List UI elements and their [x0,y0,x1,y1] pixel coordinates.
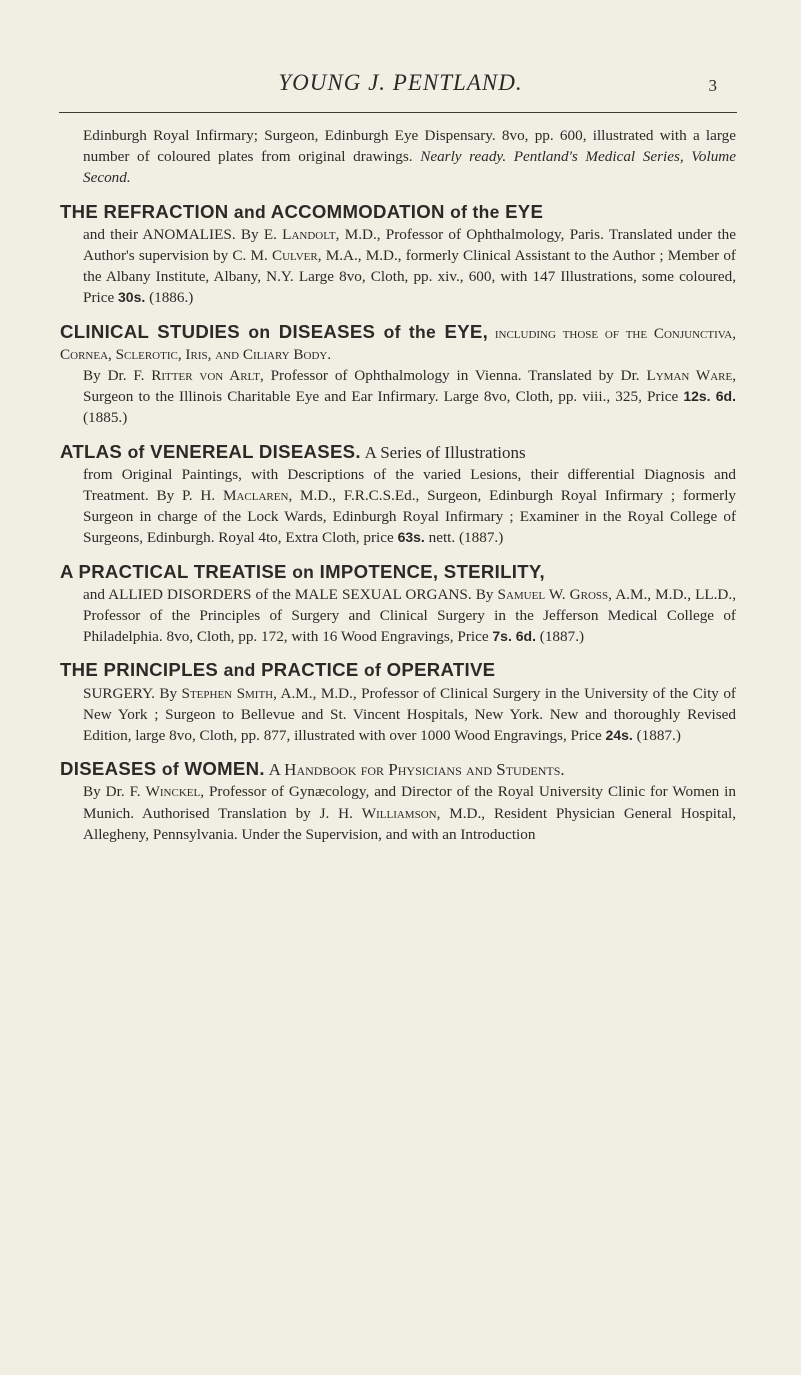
translator-name: Williamson [361,804,437,822]
publication-status: Nearly ready. [420,148,507,166]
entry-subtitle: A Handbook for Physicians and Students. [268,760,565,780]
translator-name: Lyman Ware [646,367,733,385]
translator-name: Culver [271,247,318,265]
year: (1887.) [636,727,681,745]
year: (1886.) [149,289,194,307]
entry-subtitle: A Series of Illustrations [364,442,526,462]
price: 30s. [118,289,146,306]
catalogue-entry [60,659,736,746]
continued-entry [60,125,736,189]
author-name: Stephen Smith [181,684,274,702]
entry-description: By Dr. F. Ritter von Arlt, Professor of Ophthalmology in Vienna. Translated by Dr. Lyman Ware, Surgeon to the Illinois Charitable Eye and Ear Infirmary. Large 8vo, Cloth, pp. viii., 325, Price 12s. 6d. (1885.) [83,367,737,427]
catalogue-entry [60,441,736,549]
entry-description: and ALLIED DISORDERS of the MALE SEXUAL ORGANS. By Samuel W. Gross, A.M., M.D., LL.D., Professor of the Principles of Surgery and Clinical Surgery in the Jefferson Medical College of Philadelphia. 8vo, Cloth, pp. 172, with 16 Wood Engravings, Price 7s. 6d. (1887.) [83,585,736,646]
year: (1887.) [539,628,585,646]
price: 63s. [397,529,425,546]
year: (1887.) [458,529,504,547]
price: 24s. [605,727,633,744]
author-name: Samuel W. Gross [497,585,609,603]
continued-entry-text: Edinburgh Royal Infirmary; Surgeon, Edinburgh Eye Dispensary. 8vo, pp. 600, illustrated with a large number of coloured plates from original drawings. [83,127,736,166]
author-name: Landolt [282,225,336,243]
author-name: Ritter von Arlt [151,367,260,385]
catalogue-entry [60,758,736,845]
entry-description: and their ANOMALIES. By E. Landolt, M.D., Professor of Ophthalmology, Paris. Translated under the Author's supervision by C. M. Culver, M.A., M.D., formerly Clinical Assistant to the Author ; Member of the Albany Institute, Albany, N.Y. Large 8vo, Cloth, pp. xiv., 600, with 147 Illustrations, some coloured, Price 30s. (1886.) [83,225,737,307]
entry-description: By Dr. F. Winckel, Professor of Gynæcology, and Director of the Royal University Clinic for Women in Munich. Authorised Translation by J. H. Williamson, M.D., Resident Physician General Hospital, Allegheny, Pennsylvania. Under the Supervision, and with an Introduction [83,783,736,843]
catalogue-entry [60,201,736,309]
price: 7s. 6d. [492,628,536,645]
catalogue-entry [60,561,736,648]
entry-title: DISEASES of WOMEN. [60,758,265,780]
entry-title: THE PRINCIPLES and PRACTICE of OPERATIVE [60,659,496,681]
entry-title: ATLAS of VENEREAL DISEASES. [60,440,361,462]
entry-title: THE REFRACTION and ACCOMMODATION of the EYE [60,200,544,222]
header-rule [59,112,737,113]
entry-title: CLINICAL STUDIES on DISEASES of the EYE, [60,320,489,342]
page-header [0,70,801,106]
author-name: Maclaren [222,487,289,505]
author-name: Winckel [145,783,201,801]
catalogue-entry [60,321,736,429]
entry-description: from Original Paintings, with Descriptions of the varied Lesions, their differential Diagnosis and Treatment. By P. H. Maclaren, M.D., F.R.C.S.Ed., Surgeon, Edinburgh Royal Infirmary ; formerly Surgeon in charge of the Lock Wards, Edinburgh Royal Infirmary ; Examiner in the Royal College of Surgeons, Edinburgh. Royal 4to, Extra Cloth, price 63s. nett. (1887.) [83,465,737,547]
price: 12s. 6d. [683,388,736,405]
catalogue-content [60,125,736,857]
series-name: Pentland's Medical Series, Volume Second. [83,148,737,187]
page-number: 3 [708,76,717,95]
year: (1885.) [83,409,128,427]
entry-title: A PRACTICAL TREATISE on IMPOTENCE, STERILITY, [60,560,545,582]
running-title: YOUNG J. PENTLAND. [278,70,523,95]
entry-subtitle: including those of the Conjunctiva, Cornea, Sclerotic, Iris, and Ciliary Body. [60,324,737,363]
entry-description: SURGERY. By Stephen Smith, A.M., M.D., Professor of Clinical Surgery in the University of the City of New York ; Surgeon to Bellevue and St. Vincent Hospitals, New York. New and thoroughly Revised Edition, large 8vo, Cloth, pp. 877, illustrated with over 1000 Wood Engravings, Price 24s. (1887.) [83,684,736,745]
